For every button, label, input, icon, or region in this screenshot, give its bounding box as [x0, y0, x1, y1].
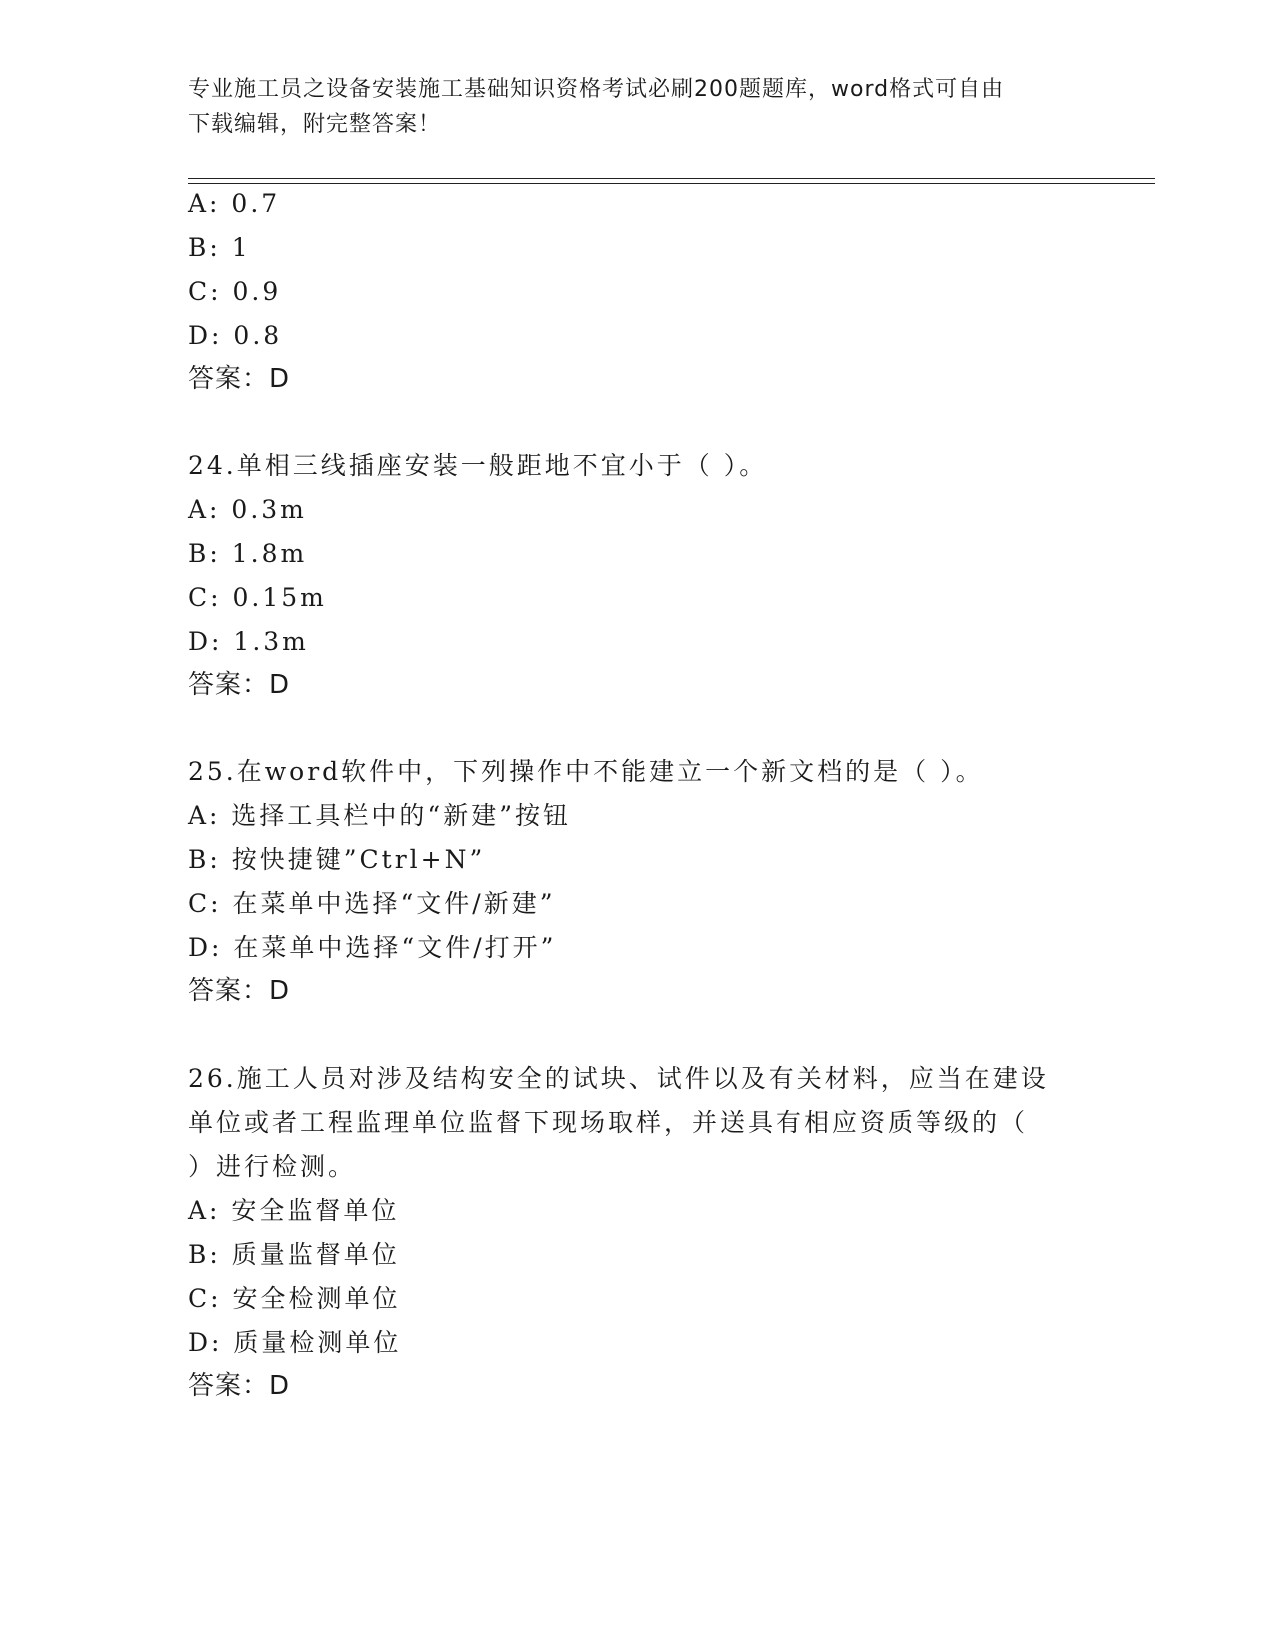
q24-answer: 答案：D [188, 670, 291, 700]
q23-answer: 答案：D [188, 364, 291, 394]
q23-option-d: D: 0.8 [188, 321, 283, 350]
header-line-2: 下载编辑，附完整答案！ [188, 112, 442, 137]
q26-answer: 答案：D [188, 1371, 291, 1401]
header-line-1: 专业施工员之设备安装施工基础知识资格考试必刷200题题库，word格式可自由 [188, 77, 1005, 102]
header-divider-bottom [188, 183, 1155, 184]
q25-question: 25.在word软件中，下列操作中不能建立一个新文档的是（ ）。 [188, 757, 984, 786]
q23-option-c: C: 0.9 [188, 277, 282, 306]
q24-option-a: A: 0.3m [188, 495, 307, 524]
q25-option-b: B: 按快捷键”Ctrl+N” [188, 845, 486, 874]
q24-option-c: C: 0.15m [188, 583, 327, 612]
q24-option-d: D: 1.3m [188, 627, 309, 656]
q26-option-c: C: 安全检测单位 [188, 1284, 401, 1313]
q25-option-a: A: 选择工具栏中的“新建”按钮 [188, 801, 571, 830]
header-divider-top [188, 178, 1155, 179]
q26-option-a: A: 安全监督单位 [188, 1196, 400, 1225]
document-header [188, 72, 1088, 142]
q25-option-c: C: 在菜单中选择“文件/新建” [188, 889, 556, 918]
q26-question-line-2: 单位或者工程监理单位监督下现场取样，并送具有相应资质等级的（ [188, 1108, 1029, 1137]
q23-option-a: A: 0.7 [188, 189, 281, 218]
q26-question-line-1: 26.施工人员对涉及结构安全的试块、试件以及有关材料，应当在建设 [188, 1064, 1049, 1093]
q25-answer: 答案：D [188, 976, 291, 1006]
q26-question-line-3: ）进行检测。 [188, 1152, 357, 1181]
q25-option-d: D: 在菜单中选择“文件/打开” [188, 933, 557, 962]
q24-option-b: B: 1.8m [188, 539, 308, 568]
q26-option-d: D: 质量检测单位 [188, 1328, 402, 1357]
q23-option-b: B: 1 [188, 233, 251, 262]
q24-question: 24.单相三线插座安装一般距地不宜小于（ ）。 [188, 451, 768, 480]
q26-option-b: B: 质量监督单位 [188, 1240, 400, 1269]
